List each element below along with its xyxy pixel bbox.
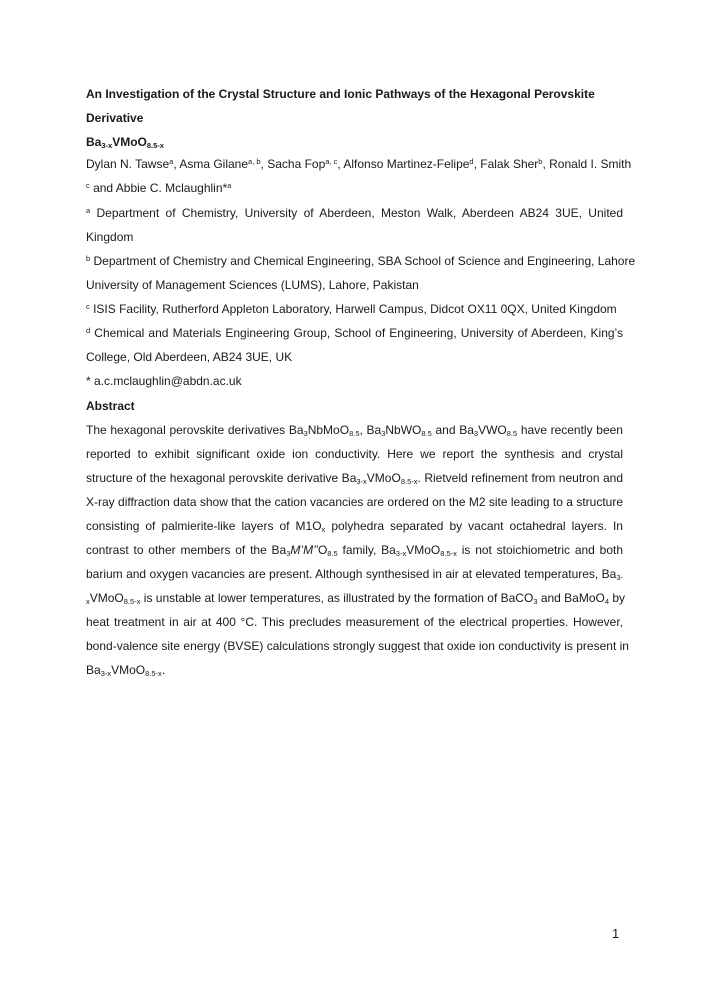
affiliation-c-line-1: $^c$ ISIS Facility, Rutherford Appleton Laboratory, Harwell Campus, Didcot OX11 0QX, United Kingdom xyxy=(86,302,617,316)
title-line-1: An Investigation of the Crystal Structure and Ionic Pathways of the Hexagonal Perovskite Derivative xyxy=(86,87,595,125)
page-number: 1 xyxy=(612,926,620,941)
corresponding-email: * a.c.mclaughlin@abdn.ac.uk xyxy=(86,374,242,388)
title-formula: $Ba_{3-x}VMoO_{8.5-x}$ xyxy=(86,135,164,150)
abstract-line-1: The hexagonal perovskite derivatives $Ba_3NbMoO_{8.5}$, $Ba_3NbWO_{8.5}$ and $Ba_3VWO_{8.5}$ have recently been xyxy=(86,423,623,438)
affiliation-a-line-1: $^a$ Department of Chemistry, University of Aberdeen, Meston Walk, Aberdeen AB24 3UE, United xyxy=(86,206,623,220)
author-list-line-1: Dylan N. Tawse$^a$, Asma Gilane$^{a, b}$, Sacha Fop$^{a, c}$, Alfonso Martinez-Felipe$^d$, Falak Sher$^b$, Ronald I. Smith xyxy=(86,157,632,171)
paper-title xyxy=(86,82,626,154)
affiliation-d-line-1: $^d$ Chemical and Materials Engineering Group, School of Engineering, University of Aberdeen, King’s xyxy=(86,326,623,340)
abstract-line-5: consisting of palmierite-like layers of $M1O_x$ polyhedra separated by vacant octahedral layers. In xyxy=(86,519,623,534)
abstract-heading: Abstract xyxy=(86,399,135,413)
author-list-line-2: $^c$ and Abbie C. Mclaughlin*$^a$ xyxy=(86,181,232,195)
affiliation-a-line-2: Kingdom xyxy=(86,230,134,244)
abstract-line-11: $Ba_{3-x}VMoO_{8.5-x}$. xyxy=(86,663,166,678)
abstract-line-3: structure of the hexagonal perovskite derivative $Ba_{3-x}VMoO_{8.5-x}$. Rietveld refinement from neutron and xyxy=(86,471,624,486)
abstract-line-8: $_x$VMoO$_{8.5-x}$ is unstable at lower temperatures, as illustrated by the formation of BaCO$_3$ and BaMoO$_4$ by xyxy=(86,591,626,606)
abstract-line-10: bond-valence site energy (BVSE) calculations strongly suggest that oxide ion conductivity is present in xyxy=(86,639,629,653)
abstract-line-7: barium and oxygen vacancies are present. Although synthesised in air at elevated temperatures, $Ba_{3-}$ xyxy=(86,567,623,582)
affiliation-b-line-2: University of Management Sciences (LUMS), Lahore, Pakistan xyxy=(86,278,419,292)
abstract-line-9: heat treatment in air at 400 °C. This precludes measurement of the electrical properties. However, xyxy=(86,615,623,629)
abstract-line-2: reported to exhibit significant oxide ion conductivity. Here we report the synthesis and crystal xyxy=(86,447,623,461)
affiliation-b-line-1: $^b$ Department of Chemistry and Chemical Engineering, SBA School of Science and Engineering, Lahore xyxy=(86,254,636,268)
abstract-line-6: contrast to other members of the $Ba_3M’M’’O_{8.5}$ family, $Ba_{3-x}VMoO_{8.5-x}$ is not stoichiometric and both xyxy=(86,543,624,558)
affiliation-d-line-2: College, Old Aberdeen, AB24 3UE, UK xyxy=(86,350,293,364)
abstract-line-4: X-ray diffraction data show that the cation vacancies are ordered on the M2 site leading to a structure xyxy=(86,495,623,509)
